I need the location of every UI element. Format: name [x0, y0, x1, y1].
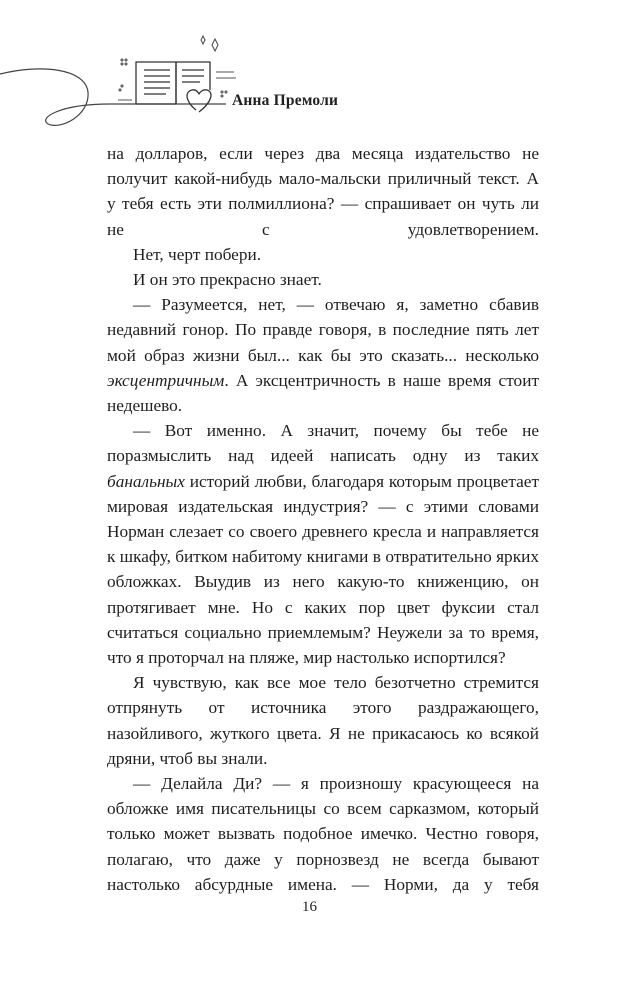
- paragraph-5: [107, 418, 539, 670]
- text-run: Нет, черт побери.: [133, 244, 262, 264]
- paragraph-3: [107, 267, 539, 292]
- text-run: на долларов, если через два месяца издательство не получит какой-нибудь мало-мальски приличный текст. А у тебя есть эти полмиллиона? — спрашивает он чуть ли не с удовлетворением.: [107, 144, 539, 239]
- text-run: — Вот именно. А значит, почему бы тебе не поразмыслить над идеей написать одну из таких: [107, 421, 539, 466]
- header-ornament: [0, 28, 619, 148]
- running-header-author: Анна Премоли: [232, 92, 339, 109]
- text-run: Я чувствую, как все мое тело безотчетно стремится отпрянуть от источника этого раздражающего, назойливого, жуткого цвета. Я не прикасаюсь ко всякой дряни, чтоб вы знали.: [107, 673, 539, 768]
- italic-text: банальных: [107, 471, 185, 491]
- text-run: историй любви, благодаря которым процветает мировая издательская индустрия? — с этими словами Норман слезает со своего древнего кресла и направляется к шкафу, битком набитому книгами в отвратительно ярких обложках. Выудив из него какую-то книженцию, он протягивает мне. Но с каких пор цвет фуксии стал считаться социально приемлемым? Неужели за то время, что я проторчал на пляже, мир настолько испортился?: [107, 471, 539, 668]
- paragraph-7: [107, 771, 539, 897]
- text-run: — Делайла Ди? — я произношу красующееся на обложке имя писательницы со всем сарказмом, который только может вызвать подобное имечко. Честно говоря, полагаю, что даже у порнозвезд не всегда бывают настолько абсурдные имена. — Норми, да у тебя: [107, 774, 539, 894]
- body-text: [107, 141, 539, 897]
- paragraph-1: [107, 141, 539, 242]
- text-run: И он это прекрасно знает.: [133, 270, 322, 290]
- paragraph-2: [107, 242, 539, 267]
- sparkle-icon: [119, 36, 227, 97]
- paragraph-6: [107, 670, 539, 771]
- text-run: — Разумеется, нет, — отвечаю я, заметно сбавив недавний гонор. По правде говоря, в последние пять лет мой образ жизни был... как бы это сказать... несколько: [107, 295, 539, 365]
- swoosh-line-icon: [0, 69, 226, 125]
- paragraph-4: [107, 292, 539, 418]
- page-number: 16: [302, 899, 317, 915]
- text-run: . А эксцентричность в наше время стоит недешево.: [107, 370, 539, 416]
- italic-text: эксцентричным: [107, 370, 225, 390]
